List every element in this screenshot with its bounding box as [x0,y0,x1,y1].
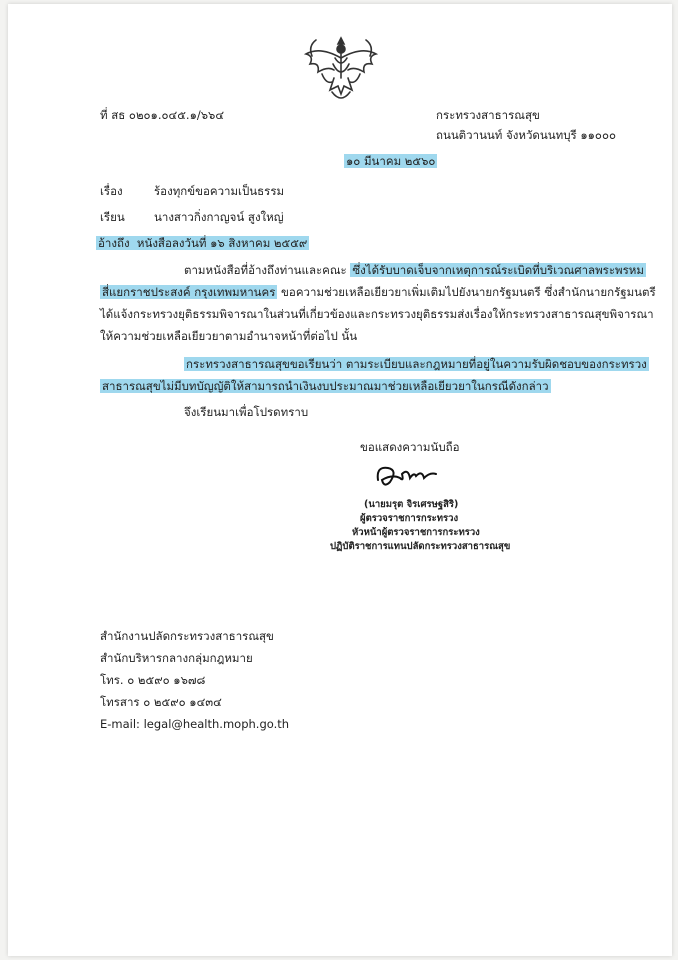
paragraph-1-line-1: ตามหนังสือที่อ้างถึงท่านและคณะ ซึ่งได้รับบาดเจ็บจากเหตุการณ์ระเบิดที่บริเวณศาลพระพรหม [184,263,644,277]
letter-date: ๑๐ มีนาคม ๒๕๖๐ [346,154,436,168]
footer-fax: โทรสาร ๐ ๒๕๙๐ ๑๔๓๔ [100,695,222,709]
paragraph-1-line-3: ได้แจ้งกระทรวงยุติธรรมพิจารณาในส่วนที่เกี่ยวข้องและกระทรวงยุติธรรมส่งเรื่องให้กระทรวงสาธารณสุขพิจารณา [100,307,654,321]
highlight-text: สาธารณสุขไม่มีบทบัญญัติให้สามารถนำเงินงบประมาณมาช่วยเหลือเยียวยาในกรณีดังกล่าว [102,379,549,393]
signer-title-1: ผู้ตรวจราชการกระทรวง [360,513,459,524]
highlight-text: ซึ่งได้รับบาดเจ็บจากเหตุการณ์ระเบิดที่บริเวณศาลพระพรหม [352,263,644,277]
footer-office: สำนักงานปลัดกระทรวงสาธารณสุข [100,629,274,643]
reference-label: อ้างถึง [98,236,130,250]
handwritten-signature [372,460,442,492]
letter-page [8,4,672,956]
highlight-text: กระทรวงสาธารณสุขขอเรียนว่า ตามระเบียบและกฎหมายที่อยู่ในความรับผิดชอบของกระทรวง [186,357,647,371]
footer-division: สำนักบริหารกลางกลุ่มกฎหมาย [100,651,253,665]
subject-label: เรื่อง [100,184,123,198]
garuda-emblem-icon [300,34,382,106]
regards-text: ขอแสดงความนับถือ [360,440,460,454]
paragraph-2-line-1 [184,354,649,374]
signer-name: (นายมรุต จิรเศรษฐสิริ) [364,499,459,510]
reference-number: ที่ สธ ๐๒๐๑.๐๔๕.๑/๖๖๔ [100,108,225,122]
subject-text: ร้องทุกข์ขอความเป็นธรรม [154,184,285,198]
signer-title-2: หัวหน้าผู้ตรวจราชการกระทรวง [352,527,480,538]
organization-address: ถนนติวานนท์ จังหวัดนนทบุรี ๑๑๐๐๐ [436,128,616,142]
reference-line [96,236,309,250]
organization-name: กระทรวงสาธารณสุข [436,108,540,122]
footer-email: E-mail: legal@health.moph.go.th [100,717,290,731]
signer-title-3: ปฏิบัติราชการแทนปลัดกระทรวงสาธารณสุข [330,541,511,552]
closing-text: จึงเรียนมาเพื่อโปรดทราบ [184,405,309,419]
highlight-text: สี่แยกราชประสงค์ กรุงเทพมหานคร [102,285,276,299]
footer-telephone: โทร. ๐ ๒๕๙๐ ๑๖๗๘ [100,673,206,687]
paragraph-1-line-2: สี่แยกราชประสงค์ กรุงเทพมหานคร ขอความช่วยเหลือเยียวยาเพิ่มเติมไปยังนายกรัฐมนตรี ซึ่งสำนักนายกรัฐมนตรี [102,285,656,299]
paragraph-1-line-4: ให้ความช่วยเหลือเยียวยาตามอำนาจหน้าที่ต่อไป นั้น [100,329,358,343]
recipient-label: เรียน [100,210,125,224]
paragraph-2-line-2 [100,376,551,396]
reference-text: หนังสือลงวันที่ ๑๖ สิงหาคม ๒๕๕๙ [136,236,308,250]
recipient-name: นางสาวกิ่งกาญจน์ สูงใหญ่ [154,210,284,224]
